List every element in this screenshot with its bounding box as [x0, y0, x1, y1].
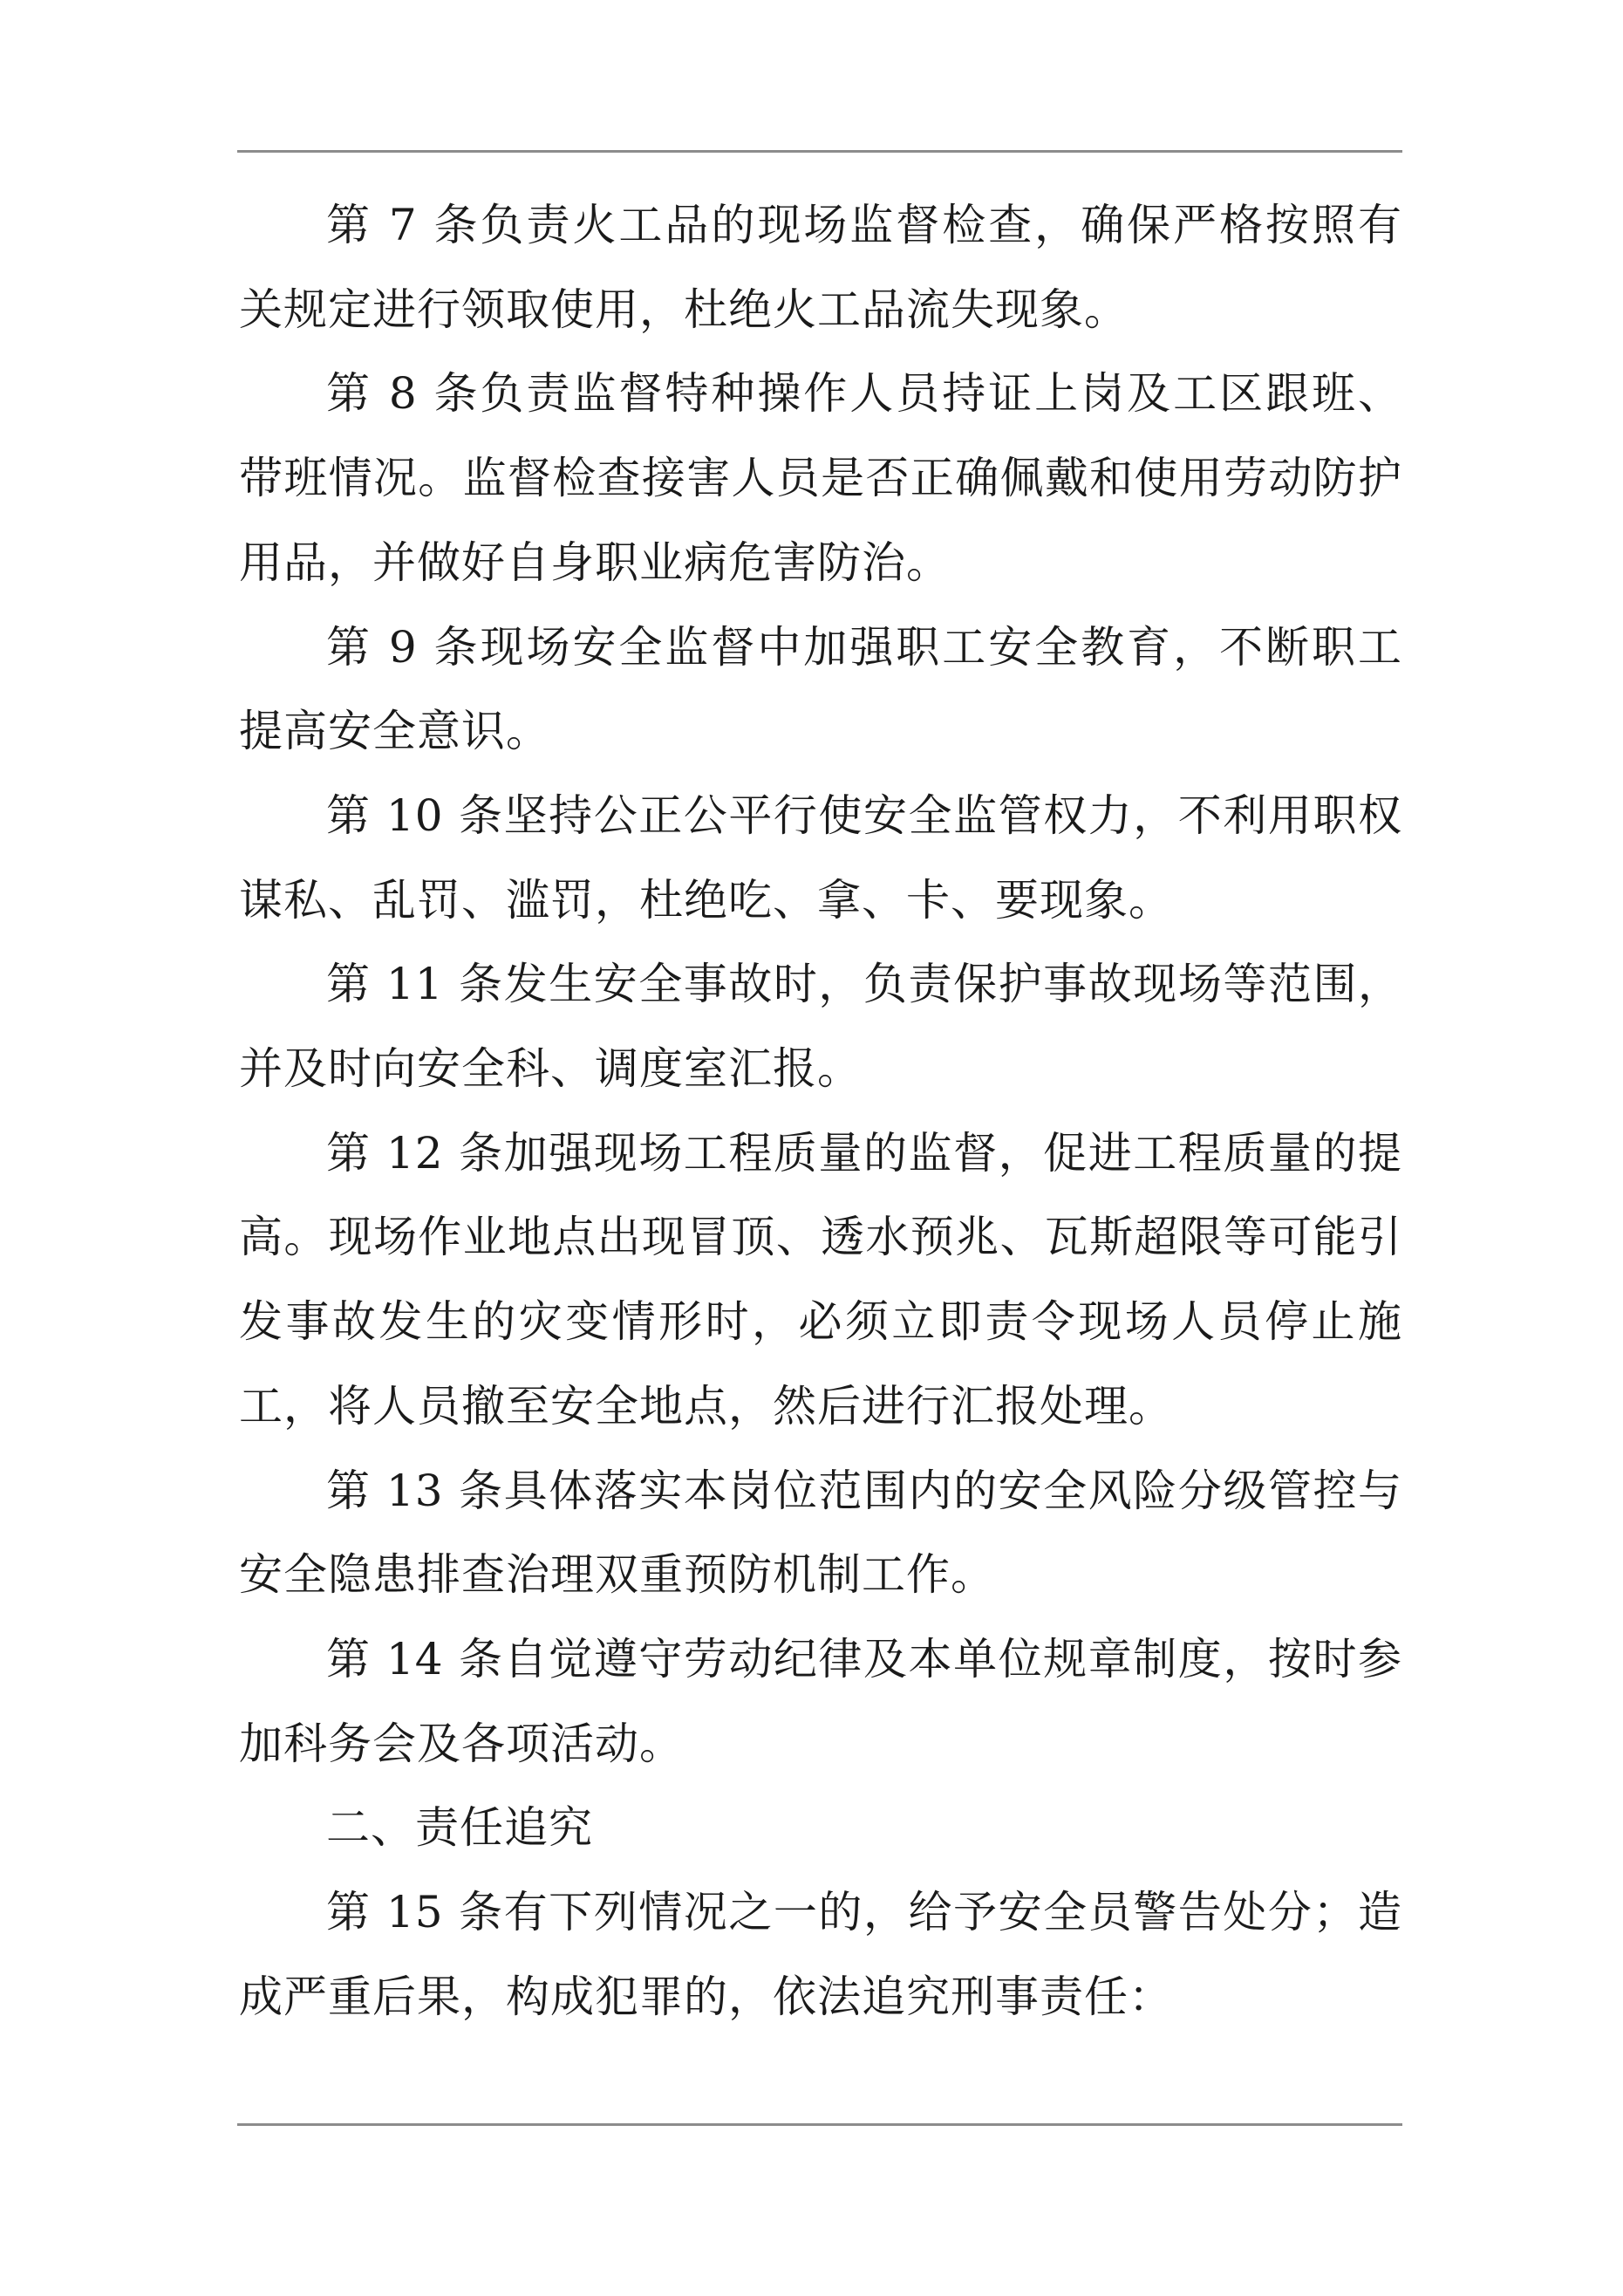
footer-rule	[237, 2123, 1402, 2126]
section-heading-liability: 二、责任追究	[326, 1802, 593, 1854]
article-8: 第 8 条负责监督特种操作人员持证上岗及工区跟班、带班情况。监督检查接害人员是否正确佩戴和使用劳动防护用品，并做好自身职业病危害防治。	[239, 368, 1402, 588]
article-12: 第 12 条加强现场工程质量的监督，促进工程质量的提高。现场作业地点出现冒顶、透水预兆、瓦斯超限等可能引发事故发生的灾变情形时，必须立即责令现场人员停止施工，将人员撤至安全地点，然后进行汇报处理。	[239, 1127, 1402, 1432]
article-9: 第 9 条现场安全监督中加强职工安全教育，不断职工提高安全意识。	[239, 621, 1402, 757]
document-body	[239, 183, 1402, 2039]
article-7: 第 7 条负责火工品的现场监督检查，确保严格按照有关规定进行领取使用，杜绝火工品流失现象。	[239, 200, 1402, 335]
article-11: 第 11 条发生安全事故时，负责保护事故现场等范围，并及时向安全科、调度室汇报。	[239, 959, 1402, 1095]
header-rule	[237, 150, 1402, 153]
article-14: 第 14 条自觉遵守劳动纪律及本单位规章制度，按时参加科务会及各项活动。	[239, 1633, 1402, 1769]
article-10: 第 10 条坚持公正公平行使安全监管权力，不利用职权谋私、乱罚、滥罚，杜绝吃、拿、卡、要现象。	[239, 789, 1402, 926]
article-15: 第 15 条有下列情况之一的，给予安全员警告处分；造成严重后果，构成犯罪的，依法追究刑事责任：	[239, 1887, 1402, 2022]
article-13: 第 13 条具体落实本岗位范围内的安全风险分级管控与安全隐患排查治理双重预防机制工作。	[239, 1465, 1402, 1601]
